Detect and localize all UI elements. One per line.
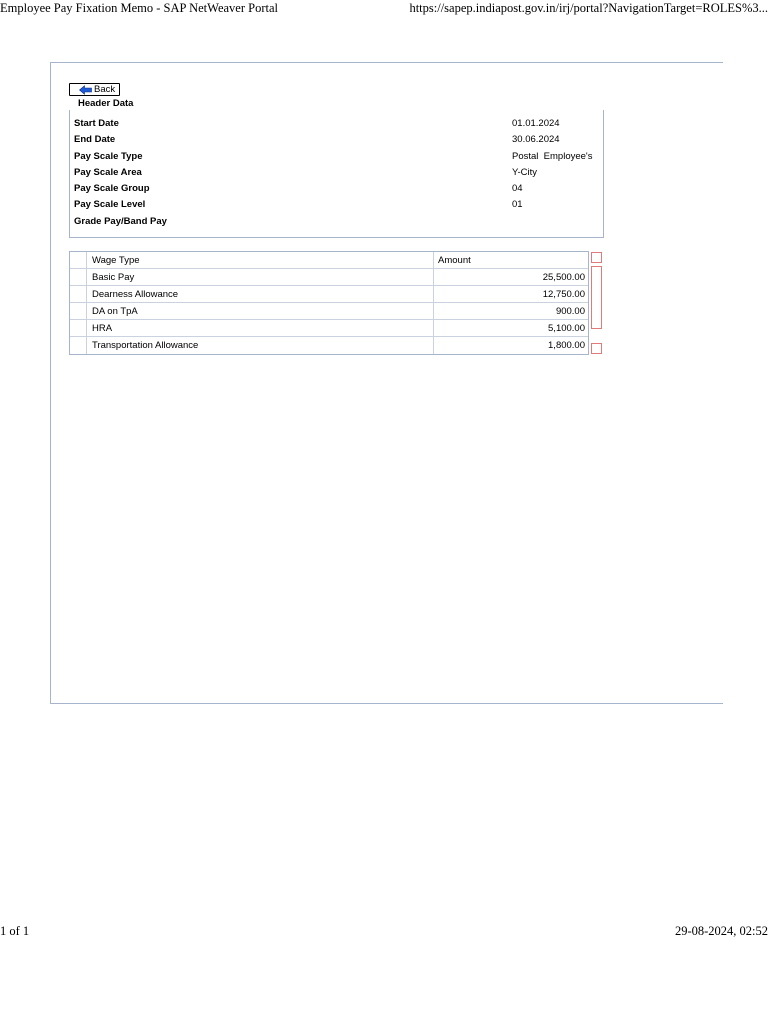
field-value: 01.01.2024 [512,118,560,129]
table-row[interactable] [70,303,588,320]
print-header [0,0,768,16]
field-label: Start Date [74,118,119,129]
arrow-left-icon [79,85,92,95]
amount-cell [433,269,589,285]
column-header-wage-type[interactable]: Wage Type [92,255,140,266]
amount-cell [433,286,589,302]
wage-type-cell: Basic Pay [92,272,135,283]
amount-value: 12,750.00 [542,289,585,300]
header-row-pay-scale-type [70,150,603,164]
field-label: Pay Scale Type [74,151,143,162]
header-data-title: Header Data [78,98,134,109]
table-row[interactable] [70,286,588,303]
row-selector[interactable] [70,320,87,336]
amount-cell [433,320,589,336]
table-row[interactable] [70,337,588,354]
row-selector[interactable] [70,286,87,302]
field-value: 01 [512,199,523,210]
row-selector[interactable] [70,337,87,354]
page-url: https://sapep.indiapost.gov.in/irj/portal?NavigationTarget=ROLES%3... [409,1,768,15]
print-footer [0,923,768,939]
field-value: Postal Employee's [512,151,593,162]
select-all-cell[interactable] [70,252,87,268]
scroll-up-button[interactable] [591,252,602,263]
wage-type-cell: Transportation Allowance [92,340,199,351]
print-timestamp: 29-08-2024, 02:52 [674,924,768,938]
row-selector[interactable] [70,303,87,319]
wage-type-cell: HRA [92,323,113,334]
back-button[interactable] [69,83,120,96]
document-title: Employee Pay Fixation Memo - SAP NetWeaver Portal [0,1,278,15]
amount-value: 25,500.00 [542,272,585,283]
field-value: Y-City [512,167,537,178]
header-row-start-date [70,117,603,131]
amount-value: 5,100.00 [548,323,585,334]
field-label: Pay Scale Level [74,199,146,210]
header-row-pay-scale-level [70,198,603,212]
scroll-down-button[interactable] [591,343,602,354]
amount-cell [433,303,589,319]
field-label: Pay Scale Area [74,167,142,178]
header-row-grade-pay [70,215,603,229]
field-label: Grade Pay/Band Pay [74,216,167,227]
table-scrollbar[interactable] [591,266,602,329]
header-row-pay-scale-group [70,182,603,196]
field-value: 04 [512,183,523,194]
back-button-label: Back [94,84,116,95]
amount-cell [433,337,589,354]
table-row[interactable] [70,269,588,286]
field-label: End Date [74,134,116,145]
column-header-amount: Amount [438,255,471,266]
page-count: 1 of 1 [0,924,30,938]
table-row[interactable] [70,320,588,337]
column-header-amount-cell[interactable] [433,252,589,268]
row-selector[interactable] [70,269,87,285]
wage-type-cell: Dearness Allowance [92,289,179,300]
header-data-panel [69,110,604,238]
header-row-end-date [70,133,603,147]
wage-type-cell: DA on TpA [92,306,138,317]
table-header-row [70,252,588,269]
field-label: Pay Scale Group [74,183,150,194]
field-value: 30.06.2024 [512,134,560,145]
header-row-pay-scale-area [70,166,603,180]
amount-value: 1,800.00 [548,340,585,351]
wage-type-table [69,251,589,355]
amount-value: 900.00 [555,306,585,317]
